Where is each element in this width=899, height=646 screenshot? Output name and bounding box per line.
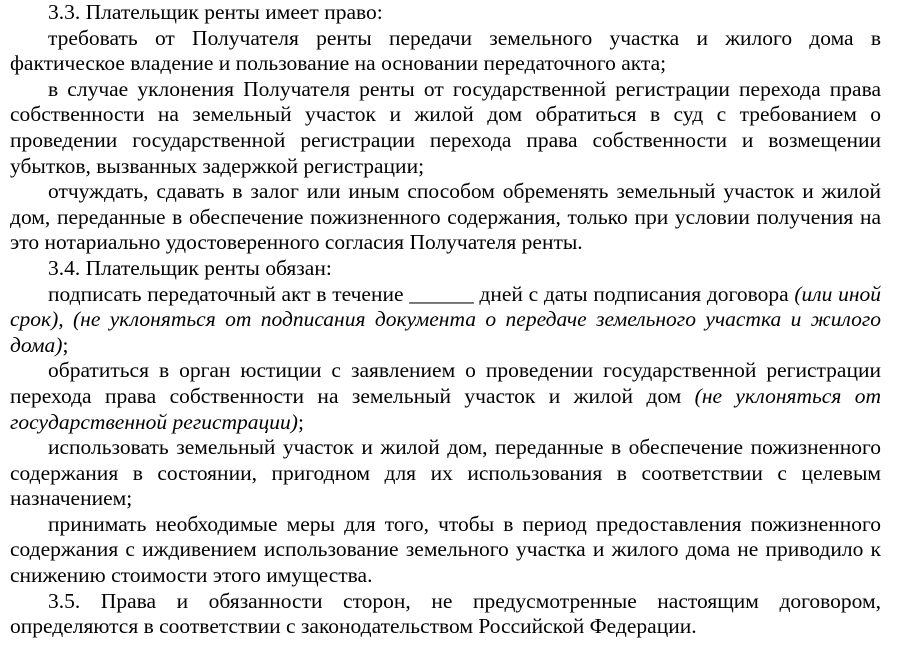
item-2-end: ; — [297, 409, 304, 434]
section-3-4-item-1 — [10, 282, 881, 359]
section-3-4-item-4: принимать необходимые меры для того, чтобы в период предоставления пожизненного содержания с иждивением использование земельного участка и жилого дома не приводило к снижению стоимости этого имущества. — [10, 511, 881, 588]
days-blank: ______ — [409, 281, 474, 306]
section-3-4-item-2 — [10, 358, 881, 435]
section-3-3-item-2: в случае уклонения Получателя ренты от государственной регистрации перехода права собственности на земельный участок и жилой дом обратиться в суд с требованием о проведении государственной регистрации перехода права собственности и возмещении убытков, вызванных задержкой регистрации; — [10, 76, 881, 178]
section-3-4-item-3: использовать земельный участок и жилой дом, переданные в обеспечение пожизненного содержания в состоянии, пригодном для их использования в соответствии с целевым назначением; — [10, 435, 881, 511]
item-1-end: ; — [62, 332, 69, 357]
document-body — [10, 0, 881, 640]
section-3-3-heading: 3.3. Плательщик ренты имеет право: — [48, 0, 383, 24]
section-3-4-heading: 3.4. Плательщик ренты обязан: — [48, 255, 332, 280]
section-3-3-item-1: требовать от Получателя ренты передачи земельного участка и жилого дома в фактическое владение и пользование на основании передаточного акта; — [10, 25, 881, 76]
section-3-3-item-3: отчуждать, сдавать в залог или иным способом обременять земельный участок и жилой дом, переданные в обеспечение пожизненного содержания, только при условии получения на это нотариально удостоверенного согласия Получателя ренты. — [10, 179, 881, 255]
section-3-5-text: 3.5. Права и обязанности сторон, не предусмотренные настоящим договором, определяются в соответствии с законодательством Российской Федерации. — [10, 588, 881, 639]
item-1-text-a: подписать передаточный акт в течение — [48, 281, 404, 306]
item-2-italic-note: (не уклоняться от государственной регистрации) — [10, 383, 881, 434]
item-1-italic-note: (или иной срок), (не уклоняться от подписания документа о передаче земельного участка и жилого дома) — [10, 281, 881, 357]
item-1-text-b: дней с даты подписания договора — [479, 281, 789, 306]
item-2-text-a: обратиться в орган юстиции с заявлением о проведении государственной регистрации перехода права собственности на земельный участок и жилой дом — [10, 358, 881, 408]
